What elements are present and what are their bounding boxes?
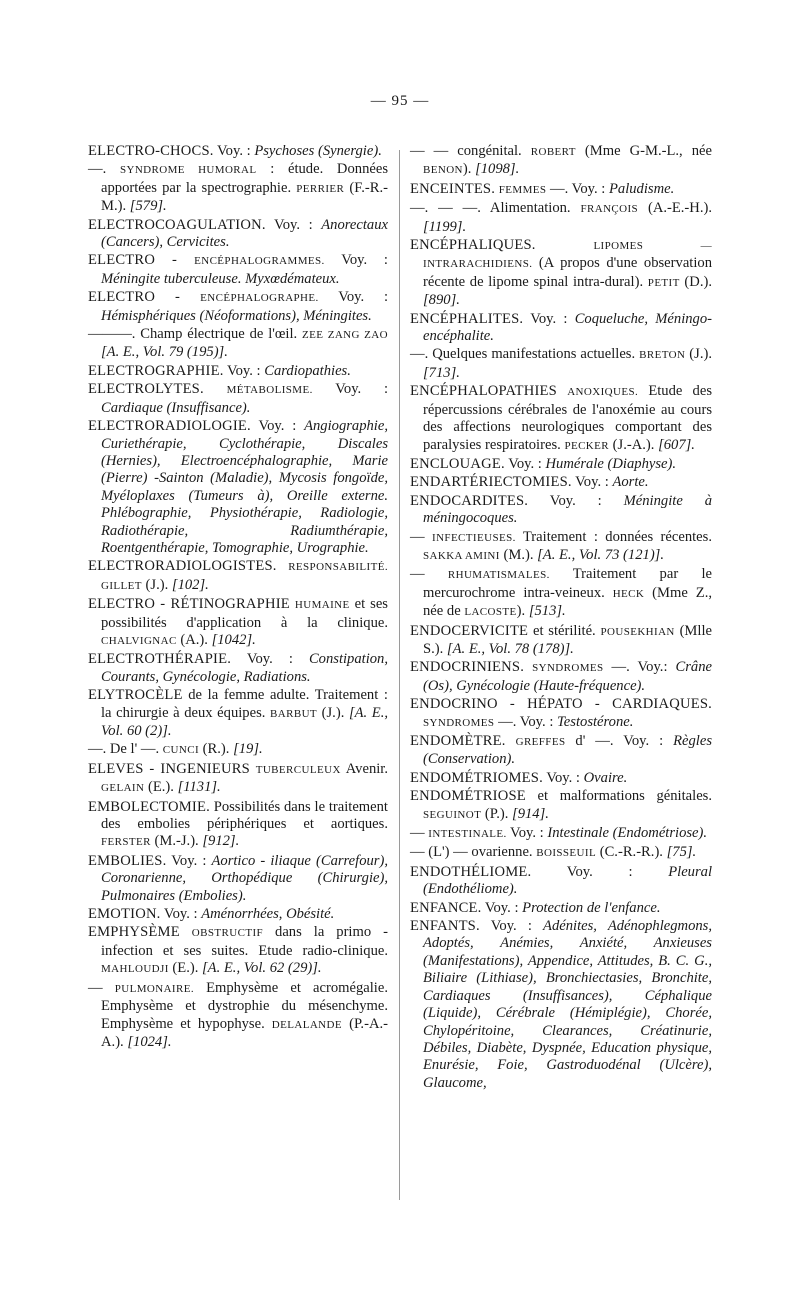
index-entry <box>88 326 388 362</box>
entry-text: Voy. : <box>160 906 202 923</box>
entry-smallcaps: PERRIER <box>296 182 345 195</box>
entry-text: (D.). <box>679 273 712 290</box>
entry-smallcaps: RESPONSABILITÉ. <box>288 561 388 574</box>
entry-text: Voy. : <box>542 769 584 786</box>
index-entry <box>410 844 712 862</box>
entry-text: Voy. : <box>523 310 575 327</box>
entry-text: (M.-J.). <box>150 833 203 850</box>
entry-smallcaps: GREFFES <box>515 736 566 748</box>
entry-text: ). <box>516 603 529 620</box>
index-column-left <box>88 143 388 1052</box>
entry-smallcaps: PULMONAIRE. <box>114 982 194 995</box>
index-entry <box>410 788 712 824</box>
entry-heading: ENDOCRINIENS. <box>410 659 525 676</box>
entry-smallcaps: BARBUT <box>270 707 318 720</box>
entry-heading: ENFANCE. <box>410 899 482 916</box>
entry-text: Voy. : <box>223 362 265 379</box>
entry-heading: ENCLOUAGE. <box>410 455 505 472</box>
entry-text: : étude. Données apportées par la spectrographie. <box>101 161 388 196</box>
entry-reference: Aorte. <box>612 474 649 491</box>
entry-text: —. De l' —. <box>88 741 163 758</box>
entry-text: (A propos d'une observation récente de lipome spinal intra-dural). <box>423 255 712 290</box>
entry-reference: [1042]. <box>211 631 256 648</box>
index-entry <box>410 918 712 1092</box>
index-entry <box>410 864 712 899</box>
entry-text: (M.). <box>499 546 538 563</box>
entry-text: de la femme adulte. Traitement : la chirurgie à deux équipes. <box>101 687 388 721</box>
entry-text: ). <box>462 161 476 178</box>
entry-heading: ELECTRORADIOLOGIE. <box>88 418 251 435</box>
entry-smallcaps: DELALANDE <box>271 1018 342 1031</box>
entry-smallcaps: ZEE ZANG ZAO <box>302 329 388 342</box>
entry-heading: ELECTROGRAPHIE. <box>88 362 224 379</box>
entry-text: Avenir. <box>340 760 388 777</box>
index-entry <box>88 853 388 905</box>
index-entry <box>88 143 388 160</box>
entry-reference: Paludisme. <box>608 180 675 197</box>
entry-text: et stérilité. <box>528 622 601 639</box>
entry-smallcaps: PETIT <box>647 276 680 289</box>
entry-reference: Anorectaux (Cancers), Cervicites. <box>101 216 388 251</box>
entry-reference: [75]. <box>666 844 697 861</box>
entry-heading: ENCÉPHALOPATHIES <box>410 383 557 400</box>
index-entry <box>410 529 712 566</box>
entry-reference: [1024]. <box>127 1033 172 1050</box>
entry-text: Voy. : <box>531 863 669 880</box>
entry-heading: ELECTROLYTES. <box>88 381 204 398</box>
entry-text: Emphysème et acromégalie. Emphysème et dystrophie du mésenchyme. Emphysème et hypophyse. <box>101 979 388 1032</box>
entry-reference: Méningite tuberculeuse. Myxœdémateux. <box>101 270 340 287</box>
entry-reference: Ovaire. <box>583 769 628 786</box>
entry-smallcaps: MÉTABOLISME. <box>226 384 313 397</box>
entry-text: Etude des répercussions cérébrales de l'anoxémie au cours des affections neurologiques comportant des paralysies respiratoires. <box>423 383 712 453</box>
entry-text: ———. Champ électrique de l'œil. <box>88 326 303 343</box>
entry-reference: [102]. <box>171 576 209 593</box>
entry-reference: Angiographie, Curiethérapie, Cyclothérapie, Discales (Hernies), Electroencéphalographie, Marie (Pierre) -Sainton (Maladie), Mycosis fongoïde, Myéloplaxes (Tumeurs à), Oreille externe. Phlébographie, Physiothérapie, Radiologie, Radiothérapie, Radiumthérapie, Roentgenthérapie, Tomographie, Urographie. <box>101 418 388 556</box>
entry-text: Voy. : <box>324 252 388 269</box>
index-entry <box>88 924 388 978</box>
index-entry <box>88 418 388 557</box>
entry-text: Voy. : <box>318 289 388 306</box>
index-entry <box>88 217 388 252</box>
entry-heading: ENDOCRINO - HÉPATO - CARDIAQUES. <box>410 696 712 713</box>
index-entry <box>88 381 388 417</box>
entry-text: — <box>410 528 433 545</box>
entry-heading: ENCÉPHALITES. <box>410 310 524 327</box>
entry-text <box>524 659 532 675</box>
entry-reference: Protection de l'enfance. <box>522 899 661 916</box>
entry-text: (F.-R.-M.). <box>101 179 388 215</box>
entry-text: —. Voy. : <box>494 713 558 730</box>
index-entry <box>88 799 388 852</box>
index-entry <box>410 566 712 621</box>
entry-reference: Aménorrhées, Obésité. <box>201 906 335 923</box>
index-entry <box>410 346 712 382</box>
entry-reference: [1131]. <box>177 779 221 796</box>
index-entry <box>88 906 388 923</box>
entry-text: (A.). <box>176 631 212 648</box>
entry-smallcaps: LACOSTE <box>464 606 517 619</box>
index-entry <box>410 770 712 787</box>
entry-text: Voy. : <box>481 899 523 916</box>
entry-heading: ENDOMÉTRIOMES. <box>410 769 543 786</box>
index-entry <box>88 761 388 798</box>
entry-text: Voy. : <box>166 852 212 869</box>
entry-smallcaps: INFECTIEUSES. <box>432 531 516 544</box>
entry-reference: Hémisphériques (Néoformations), Méningites. <box>101 307 372 324</box>
entry-text: —. <box>88 161 120 178</box>
entry-text: Traitement par le mercurochrome intra-veineux. <box>423 566 712 601</box>
index-entry <box>88 651 388 686</box>
entry-text: Traitement : données récentes. <box>515 528 712 545</box>
index-entry <box>410 200 712 236</box>
entry-reference: Constipation, Courants, Gynécologie, Radiations. <box>101 651 388 685</box>
entry-heading: EMBOLIES. <box>88 852 167 869</box>
entry-heading: ELECTRO - <box>88 289 201 306</box>
entry-reference: [19]. <box>233 741 263 758</box>
entry-smallcaps: POUSEKHIAN <box>600 625 675 638</box>
entry-reference: Psychoses (Synergie). <box>254 143 382 159</box>
entry-text: Voy. : <box>213 143 255 159</box>
entry-reference: Coqueluche, Méningo-encéphalite. <box>423 310 712 345</box>
entry-text: Voy. : <box>250 418 305 435</box>
index-entry <box>88 687 388 740</box>
entry-heading: ENDARTÉRIECTOMIES. <box>410 474 572 491</box>
entry-heading: ENFANTS. <box>410 918 480 935</box>
index-entry <box>410 474 712 491</box>
entry-smallcaps: ROBERT <box>530 146 576 158</box>
entry-heading: ENCEINTES. <box>410 180 496 197</box>
entry-heading: EMPHYSÈME <box>88 924 180 941</box>
entry-reference: Adénites, Adénophlegmons, Adoptés, Anémies, Anxiété, Anxieuses (Manifestations), Appendice, Attitudes, B. C. G., Biliaire (Lithiase), Bronchiectasies, Bronchite, Cardiaques (Insuffisances), Céphalique (Liquide), Cérébrale (Hémiplégie), Chorée, Chylopéritoine, Clearances, Créatinurie, Débiles, Diabète, Dyspnée, Education physique, Enurésie, Foie, Gastroduodénal (Ulcère), Glaucome, <box>423 918 712 1091</box>
entry-text: et ses possibilités d'application à la clinique. <box>101 596 388 631</box>
entry-reference: Cardiaque (Insuffisance). <box>101 399 251 416</box>
entry-smallcaps: LIPOMES — INTRARACHIDIENS. <box>423 240 712 271</box>
entry-reference: [513]. <box>528 603 566 620</box>
entry-smallcaps: PECKER <box>564 439 610 452</box>
index-entry <box>410 900 712 917</box>
entry-text: — <box>410 566 448 583</box>
index-entry <box>410 143 712 180</box>
entry-heading: ELECTRO - <box>88 252 195 269</box>
entry-reference: Testostérone. <box>557 713 634 730</box>
index-entry <box>88 363 388 380</box>
entry-reference: [914]. <box>512 805 549 822</box>
entry-text: — — congénital. <box>410 143 531 159</box>
entry-heading: ELECTROTHÉRAPIE. <box>88 651 232 668</box>
entry-smallcaps: FEMMES <box>498 183 547 196</box>
index-column-right <box>410 143 712 1093</box>
entry-text: Voy. : <box>479 918 544 935</box>
entry-heading: ENDOMÈTRE. <box>410 733 506 749</box>
entry-text: Possibilités dans le traitement des embolies périphériques et aortiques. <box>101 798 388 833</box>
entry-text <box>204 381 227 397</box>
entry-reference: Règles (Conservation). <box>423 733 712 768</box>
entry-heading: ELEVES - INGENIEURS <box>88 760 250 777</box>
index-entry <box>410 383 712 455</box>
entry-smallcaps: ENCÉPHALOGRAPHE. <box>200 292 319 305</box>
entry-text: (E.). <box>168 960 202 977</box>
entry-smallcaps: HECK <box>612 587 645 600</box>
entry-heading: ELECTRO - RÉTINOGRAPHIE <box>88 596 290 613</box>
entry-text <box>557 383 567 399</box>
index-entry <box>410 825 712 843</box>
entry-reference: [A. E., Vol. 73 (121)]. <box>537 546 665 563</box>
entry-reference: Cardiopathies. <box>264 362 351 379</box>
entry-reference: Pleural (Endothéliome). <box>423 863 712 898</box>
entry-text: (Mme Z., née de <box>423 584 712 620</box>
entry-reference: [713]. <box>423 364 460 381</box>
entry-text: (P.). <box>481 805 513 822</box>
entry-smallcaps: RHUMATISMALES. <box>447 569 550 582</box>
entry-text: (J.). <box>685 346 712 363</box>
entry-smallcaps: FRANÇOIS <box>580 203 639 216</box>
entry-smallcaps: GILLET <box>101 579 142 592</box>
entry-reference: [607]. <box>658 436 695 453</box>
entry-heading: ENDOCERVICITE <box>410 622 529 639</box>
entry-reference: [A. E., Vol. 79 (195)]. <box>101 344 228 361</box>
entry-reference: [A. E., Vol. 62 (29)]. <box>202 960 322 977</box>
entry-text: (Mme G-M.-L., née <box>575 143 712 159</box>
index-entry <box>410 456 712 473</box>
entry-text: Voy. : <box>265 216 322 233</box>
entry-text: Voy. : <box>506 825 548 842</box>
entry-heading: ELECTRORADIOLOGISTES. <box>88 558 277 575</box>
entry-smallcaps: BOISSEUIL <box>536 847 597 860</box>
entry-text: dans la primo - infection et ses suites. Etude radio-clinique. <box>101 924 388 959</box>
entry-reference: [A. E., Vol. 60 (2)]. <box>101 704 389 739</box>
index-entry <box>410 181 712 199</box>
page-number: — 95 — <box>370 93 430 109</box>
entry-smallcaps: BENON <box>423 164 463 177</box>
entry-text <box>277 558 289 574</box>
entry-reference: Intestinale (Endométriose). <box>547 825 708 842</box>
entry-reference: [912]. <box>202 833 240 850</box>
entry-reference: Humérale (Diaphyse). <box>545 455 677 472</box>
entry-text: — (L') — ovarienne. <box>410 844 537 861</box>
entry-text: Voy. : <box>528 492 624 509</box>
entry-text: (C.-R.-R.). <box>596 844 667 861</box>
entry-reference: Méningite à méningocoques. <box>423 492 712 527</box>
index-entry <box>88 161 388 215</box>
entry-smallcaps: BRETON <box>639 349 686 362</box>
entry-text: — <box>410 825 429 842</box>
entry-smallcaps: SEGUINOT <box>423 808 482 821</box>
index-entry <box>88 741 388 759</box>
entry-text: —. Voy.: <box>603 659 676 676</box>
entry-text <box>506 733 516 749</box>
entry-text: (P.-A.-A.). <box>101 1015 388 1050</box>
entry-text: (R.). <box>199 741 234 758</box>
index-entry <box>410 493 712 528</box>
entry-text: et malformations génitales. <box>525 788 712 805</box>
entry-smallcaps: MAHLOUDJI <box>101 963 169 976</box>
column-divider <box>399 150 400 1200</box>
entry-text: d' —. Voy. : <box>565 733 674 749</box>
entry-smallcaps: INTESTINALE. <box>428 828 507 841</box>
entry-text: (J.). <box>141 576 172 593</box>
entry-text <box>180 924 192 940</box>
index-entry <box>410 696 712 732</box>
entry-heading: ENCÉPHALIQUES. <box>410 237 536 254</box>
entry-text: — <box>88 979 115 996</box>
entry-smallcaps: HUMAINE <box>294 599 350 612</box>
entry-text: —. Quelques manifestations actuelles. <box>410 346 640 363</box>
entry-text: (J.). <box>317 704 349 721</box>
entry-reference: [A. E., Vol. 78 (178)]. <box>446 640 574 657</box>
index-entry <box>88 289 388 325</box>
index-entry <box>410 659 712 695</box>
entry-reference: [1199]. <box>423 218 467 235</box>
entry-heading: ELECTROCOAGULATION. <box>88 216 266 233</box>
entry-text: Voy. : <box>571 474 613 491</box>
index-entry <box>88 558 388 595</box>
index-entry <box>410 733 712 769</box>
entry-smallcaps: CUNCI <box>162 744 200 757</box>
entry-text: (Mlle S.). <box>423 622 712 657</box>
entry-reference: [890]. <box>423 292 460 309</box>
entry-text: —. — —. Alimentation. <box>410 200 581 217</box>
entry-smallcaps: GELAIN <box>101 782 145 795</box>
entry-smallcaps: ENCÉPHALOGRAMMES. <box>194 255 325 268</box>
entry-heading: ELYTROCÈLE <box>88 687 183 704</box>
index-entry <box>410 237 712 310</box>
entry-reference: Aortico - iliaque (Carrefour), Coronarienne, Orthopédique (Chirurgie), Pulmonaires (Embolies). <box>101 852 388 904</box>
entry-text <box>536 237 594 253</box>
entry-text: Voy. : <box>231 651 309 668</box>
entry-reference: Crâne (Os), Gynécologie (Haute-fréquence). <box>423 659 712 694</box>
index-entry <box>88 252 388 288</box>
index-entry <box>88 596 388 650</box>
entry-smallcaps: SYNDROMES <box>423 716 495 729</box>
entry-heading: EMBOLECTOMIE. <box>88 798 210 815</box>
index-entry <box>410 623 712 659</box>
entry-text: Voy. : <box>312 381 388 398</box>
entry-smallcaps: SAKKA AMINI <box>423 549 500 562</box>
entry-reference: [1098]. <box>475 161 520 178</box>
entry-text: (A.-E.-H.). <box>638 200 712 217</box>
entry-smallcaps: TUBERCULEUX <box>255 763 341 776</box>
entry-heading: ENDOCARDITES. <box>410 492 529 509</box>
entry-text: (J.-A.). <box>609 436 659 453</box>
index-entry <box>410 311 712 346</box>
entry-reference: [579]. <box>129 198 167 215</box>
entry-heading: ELECTRO-CHOCS. <box>88 143 214 159</box>
entry-smallcaps: SYNDROME HUMORAL <box>119 164 257 177</box>
entry-text: Voy. : <box>504 455 546 472</box>
entry-smallcaps: FERSTER <box>101 836 151 849</box>
entry-smallcaps: CHALVIGNAC <box>101 634 177 647</box>
entry-text: —. Voy. : <box>546 180 609 197</box>
entry-smallcaps: OBSTRUCTIF <box>191 927 264 940</box>
entry-heading: ENDOMÉTRIOSE <box>410 788 526 805</box>
entry-heading: EMOTION. <box>88 906 161 923</box>
index-entry <box>88 980 388 1052</box>
entry-smallcaps: ANOXIQUES. <box>567 386 639 399</box>
entry-heading: ENDOTHÉLIOME. <box>410 863 532 880</box>
entry-smallcaps: SYNDROMES <box>532 662 604 675</box>
entry-text: (E.). <box>144 779 178 796</box>
